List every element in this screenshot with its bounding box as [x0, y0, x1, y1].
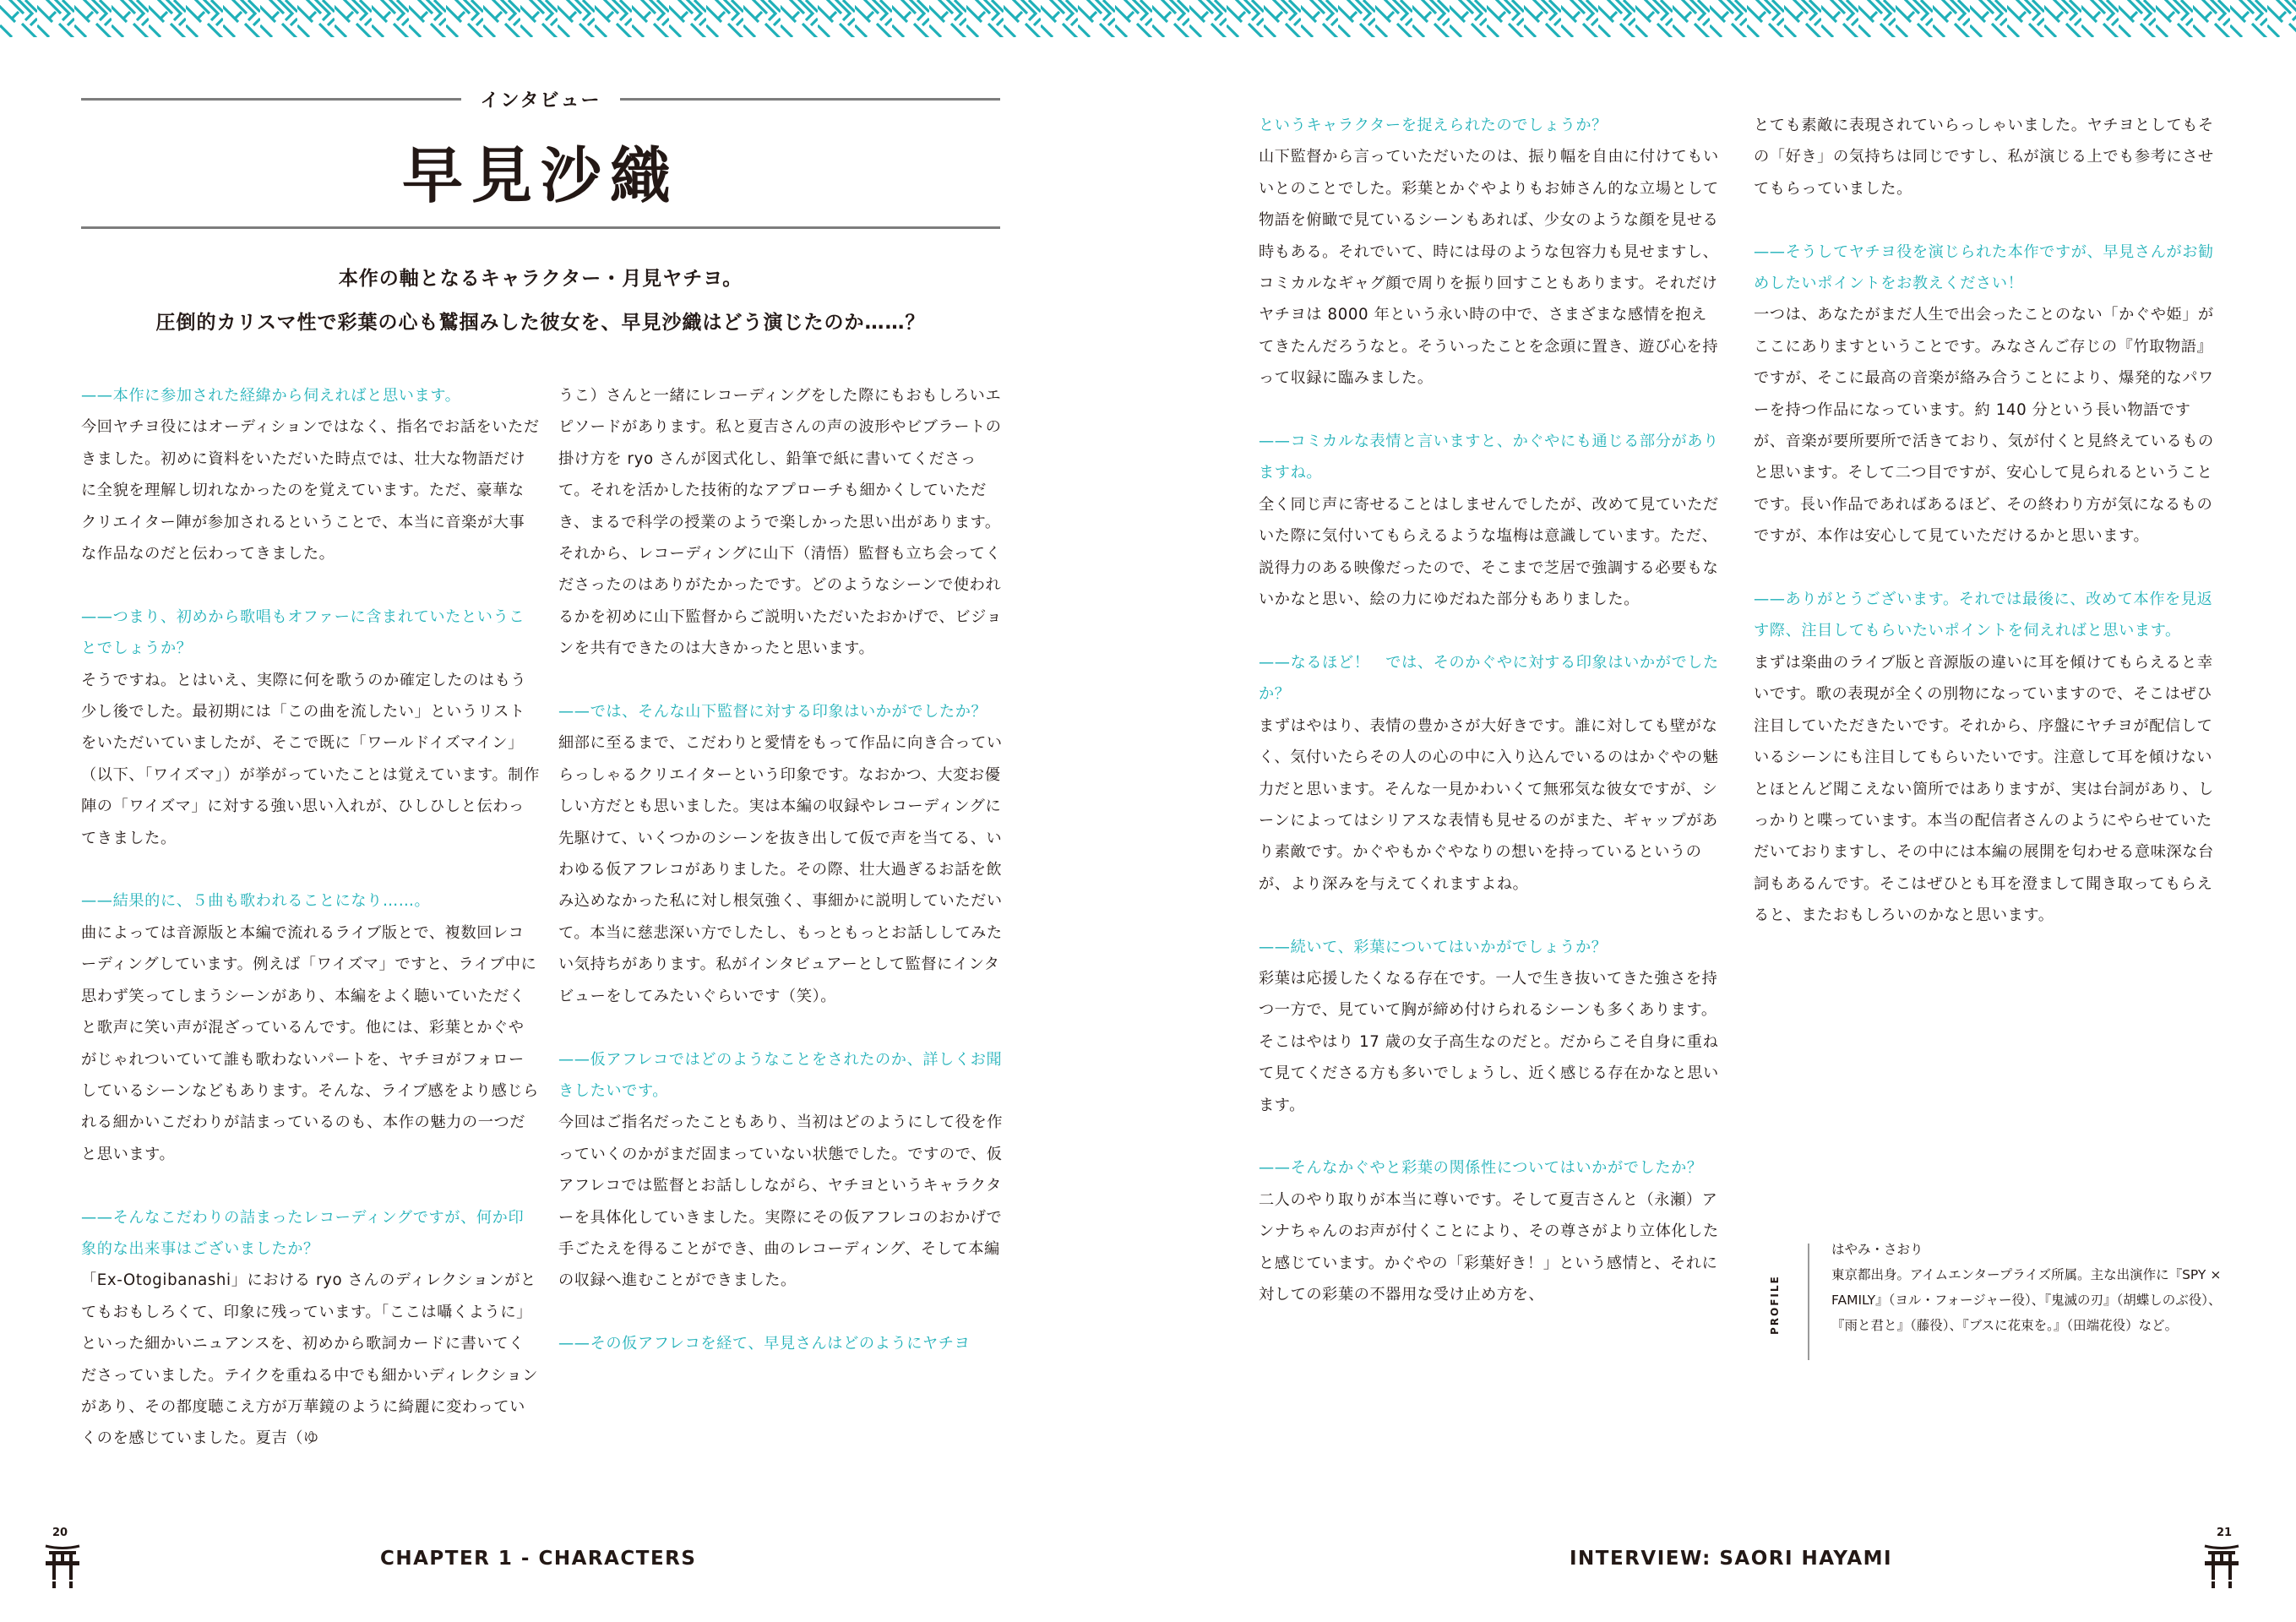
paragraph-gap	[558, 1297, 1006, 1328]
paragraph-gap	[1754, 552, 2217, 584]
paragraph-gap	[81, 854, 540, 885]
paragraph-gap	[558, 1012, 1006, 1043]
kicker-label: インタビュー	[480, 90, 601, 112]
interviewer-question: ——そんなこだわりの詰まったレコーディングですが、何か印象的な出来事はございましたか？	[81, 1208, 525, 1258]
interviewee-answer: とても素敵に表現されていらっしゃいました。ヤチヨとしてもその「好き」の気持ちは同じですし、私が演じる上でも参考にさせてもらっていました。	[1754, 117, 2214, 198]
interviewer-question: ——仮アフレコではどのようなことをされたのか、詳しくお聞きしたいです。	[558, 1050, 1003, 1100]
interviewee-answer: 「Ex-Otogibanashi」における ryo さんのディレクションがとてもおもしろくて、印象に残っています。「ここは囁くように」といった細かいニュアンスを、初めから歌詞カードに書いてくださっていました。テイクを重ねる中でも細かいディレクションがあり、その都度聴こえ方が万華鏡のように綺麗に変わっていくのを感じていました。夏吉（ゆ	[81, 1271, 539, 1448]
page-number-left: 20	[52, 1527, 68, 1539]
kicker-rule-left	[81, 98, 461, 101]
interviewer-question: ——つまり、初めから歌唱もオファーに含まれていたということでしょうか？	[81, 607, 525, 658]
page-number-right: 21	[2217, 1527, 2233, 1539]
title-rule-bottom	[81, 226, 1000, 229]
lead-text	[81, 257, 1000, 345]
body-column-3	[1259, 110, 1722, 1310]
interviewer-question: ——コミカルな表情と言いますと、かぐやにも通じる部分がありますね。	[1259, 433, 1719, 482]
interviewer-question: ——ありがとうございます。それでは最後に、改めて本作を見返す際、注目してもらいたいポイントを伺えればと思います。	[1754, 591, 2213, 640]
interviewer-question: ——そんなかぐやと彩葉の関係性についてはいかがでしたか？	[1259, 1159, 1703, 1178]
interviewee-answer: うこ）さんと一緒にレコーディングをした際にもおもしろいエピソードがあります。私と夏吉さんの声の波形やビブラートの掛け方を ryo さんが図式化し、鉛筆で紙に書いてくださって。それを活かした技術的なアプローチも細かくしていただき、まるで科学の授業のようで楽しかった思い出があります。それから、レコーディングに山下（清悟）監督も立ち会ってくださったのはありがたかったです。どのようなシーンで使われるかを初めに山下監督からご説明いただいたおかげで、ビジョンを共有できたのは大きかったと思います。	[558, 387, 1003, 658]
paragraph-gap	[558, 665, 1006, 696]
interview-footer-title: INTERVIEW: SAORI HAYAMI	[1570, 1548, 1893, 1570]
paragraph-gap	[1259, 900, 1722, 931]
interviewee-answer: まずはやはり、表情の豊かさが大好きです。誰に対しても壁がなく、気付いたらその人の心の中に入り込んでいるのはかぐやの魅力だと思います。そんな一見かわいくて無邪気な彼女ですが、シーンによってはシリアスな表情も見せるのがまた、ギャップがあり素敵です。かぐやもかぐやなりの想いを持っているというのが、より深みを与えてくれますよね。	[1259, 716, 1719, 893]
paragraph-gap	[1754, 204, 2217, 236]
interviewee-answer: そうですね。とはいえ、実際に何を歌うのか確定したのはもう少し後でした。最初期には「この曲を流したい」というリストをいただいていましたが、そこで既に「ワールドイズマイン」（以下、「ワイズマ」）が挙がっていたことは覚えています。制作陣の「ワイズマ」に対する強い思い入れが、ひしひしと伝わってきました。	[81, 671, 540, 847]
interviewer-question: ——では、そんな山下監督に対する印象はいかがでしたか？	[558, 703, 987, 721]
interviewee-answer: 山下監督から言っていただいたのは、振り幅を自由に付けてもいいとのことでした。彩葉とかぐやよりもお姉さん的な立場として物語を俯瞰で見ているシーンもあれば、少女のような顔を見せる時もある。それでいて、時には母のような包容力も見せますし、コミカルなギャグ顔で周りを振り回すこともあります。それだけヤチヨは 8000 年という永い時の中で、さまざまな感情を抱えてきたんだろうなと。そういったことを念頭に置き、遊び心を持って収録に臨みました。	[1259, 148, 1719, 388]
page-title: 早見沙織	[401, 140, 679, 211]
interviewee-answer: 彩葉は応援したくなる存在です。一人で生き抜いてきた強さを持つ一方で、見ていて胸が締め付けられるシーンも多くあります。そこはやはり 17 歳の女子高生なのだと。だからこそ自身に重ねて見てくださる方も多いでしょうし、近く感じる存在かなと思います。	[1259, 969, 1719, 1114]
interviewer-question: ——なるほど！ では、そのかぐやに対する印象はいかがでしたか？	[1259, 653, 1719, 704]
paragraph-gap	[1259, 395, 1722, 426]
interviewer-question: ——続いて、彩葉についてはいかがでしょうか？	[1259, 938, 1608, 956]
profile-divider	[1808, 1244, 1809, 1360]
interviewee-answer: 曲によっては音源版と本編で流れるライブ版とで、複数回レコーディングしています。例えば「ワイズマ」ですと、ライブ中に思わず笑ってしまうシーンがあり、本編をよく聴いていただくと歌声に笑い声が混ざっているんです。他には、彩葉とかぐやがじゃれついていて誰も歌わないパートを、ヤチヨがフォローしているシーンなどもあります。そんな、ライブ感をより感じられる細かいこだわりが詰まっているのも、本作の魅力の一つだと思います。	[81, 923, 539, 1163]
interviewee-answer: 今回はご指名だったこともあり、当初はどのようにして役を作っていくのかがまだ固まっていない状態でした。ですので、仮アフレコでは監督とお話ししながら、ヤチヨというキャラクターを具体化していきました。実際にその仮アフレコのおかげで手ごたえを得ることができ、曲のレコーディング、そして本編の収録へ進むことができました。	[558, 1113, 1004, 1290]
interviewee-answer: 細部に至るまで、こだわりと愛情をもって作品に向き合っていらっしゃるクリエイターという印象です。なおかつ、大変お優しい方だとも思いました。実は本編の収録やレコーディングに先駆けて、いくつかのシーンを抜き出して仮で声を当てる、いわゆる仮アフレコがありました。その際、壮大過ぎるお話を飲み込めなかった私に対し根気強く、事細かに説明していただいて。本当に慈悲深い方でしたし、もっともっとお話ししてみたい気持ちがあります。私がインタビュアーとして監督にインタビューをしてみたいぐらいです（笑）。	[558, 734, 1003, 1005]
interviewee-answer: まずは楽曲のライブ版と音源版の違いに耳を傾けてもらえると幸いです。歌の表現が全くの別物になっていますので、そこはぜひ注目していただきたいです。それから、序盤にヤチヨが配信しているシーンにも注目してもらいたいです。注意して耳を傾けないとほとんど聞こえない箇所ではありますが、実は台詞があり、しっかりと喋っています。本当の配信者さんのようにやらせていただいておりますし、その中には本編の展開を匂わせる意味深な台詞もあるんです。そこはぜひとも耳を澄まして聞き取ってもらえると、またおもしろいのかなと思います。	[1754, 653, 2214, 925]
sayagata-pattern-band	[0, 0, 2296, 37]
torii-gate-icon	[44, 1543, 81, 1593]
kicker-row	[81, 86, 1000, 112]
lead-line-2: 圧倒的カリスマ性で彩葉の心も鷲掴みした彼女を、早見沙織はどう演じたのか……？	[155, 312, 926, 334]
paragraph-gap	[1259, 1121, 1722, 1152]
body-column-1	[81, 380, 540, 1455]
torii-gate-icon	[2203, 1543, 2240, 1593]
lead-line-1: 本作の軸となるキャラクター・月見ヤチヨ。	[338, 268, 743, 290]
body-column-2	[558, 380, 1006, 1360]
chapter-title: CHAPTER 1 - CHARACTERS	[380, 1548, 697, 1570]
interviewee-answer: 二人のやり取りが本当に尊いです。そして夏吉さんと（永瀬）アンナちゃんのお声が付くことにより、その尊さがより立体化したと感じています。かぐやの「彩葉好き！」という感情と、それに対しての彩葉の不器用な受け止め方を、	[1259, 1190, 1719, 1304]
interviewee-answer: 全く同じ声に寄せることはしませんでしたが、改めて見ていただいた際に気付いてもらえるような塩梅は意識しています。ただ、説得力のある映像だったので、そこまで芝居で強調する必要もないかなと思い、絵の力にゆだねた部分もありました。	[1259, 495, 1719, 609]
profile-bio: 東京都出身。アイムエンタープライズ所属。主な出演作に『SPY × FAMILY』（ヨル・フォージャー役）、『鬼滅の刃』（胡蝶しのぶ役）、『雨と君と』（藤役）、『ブスに花束を。』（田端花役）など。	[1831, 1267, 2222, 1333]
profile-text	[1831, 1237, 2237, 1338]
paragraph-gap	[81, 569, 540, 601]
interviewer-question: ——本作に参加された経緯から伺えればと思います。	[81, 387, 461, 405]
interviewer-question: というキャラクターを捉えられたのでしょうか？	[1259, 117, 1608, 134]
interviewer-question: ——そうしてヤチヨ役を演じられた本作ですが、早見さんがお勧めしたいポイントをお教えください！	[1754, 242, 2214, 293]
interviewer-question: ——その仮アフレコを経て、早見さんはどのようにヤチヨ	[558, 1335, 971, 1353]
profile-label: PROFILE	[1769, 1275, 1781, 1335]
interviewer-question: ——結果的に、５曲も歌われることになり……。	[81, 892, 431, 911]
kicker-rule-right	[620, 98, 1000, 101]
interviewee-answer: 今回ヤチヨ役にはオーディションではなく、指名でお話をいただきました。初めに資料をいただいた時点では、壮大な物語だけに全貌を理解し切れなかったのを覚えています。ただ、豪華なクリエイター陣が参加されるということで、本当に音楽が大事な作品なのだと伝わってきました。	[81, 418, 540, 563]
profile-box	[1766, 1233, 2239, 1369]
paragraph-gap	[81, 1170, 540, 1201]
body-column-4	[1754, 110, 2217, 932]
profile-reading: はやみ・さおり	[1831, 1242, 1923, 1257]
interviewee-answer: 一つは、あなたがまだ人生で出会ったことのない「かぐや姫」がここにありますということです。みなさんご存じの『竹取物語』ですが、そこに最高の音楽が絡み合うことにより、爆発的なパワーを持つ作品になっています。約 140 分という長い物語ですが、音楽が要所要所で活きており、気が付くと見終えているものと思います。そして二つ目ですが、安心して見られるということです。長い作品であればあるほど、その終わり方が気になるものですが、本作は安心して見ていただけるかと思います。	[1754, 306, 2214, 546]
paragraph-gap	[1259, 615, 1722, 646]
